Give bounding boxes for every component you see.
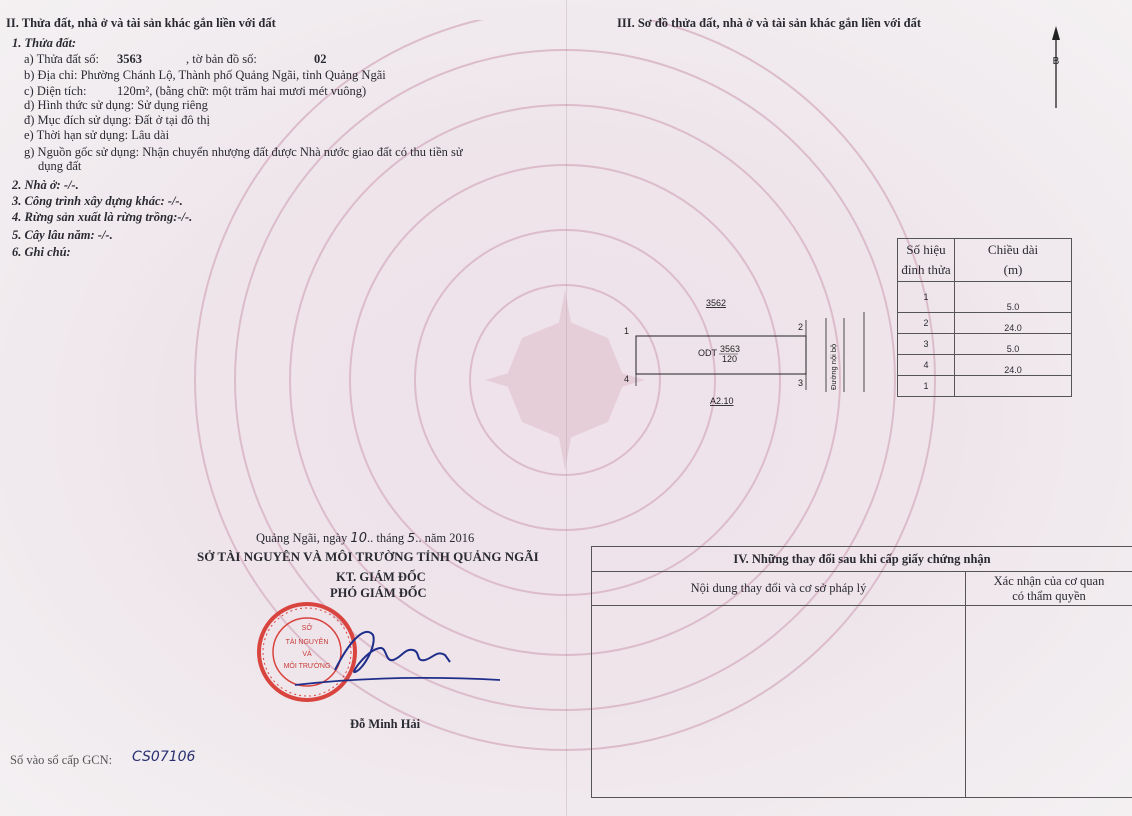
row-point: 1 xyxy=(898,282,955,313)
edge-length-table xyxy=(897,238,1072,397)
fold-line xyxy=(566,0,567,816)
area-label: c) Diện tích: xyxy=(24,84,87,98)
length-table-header-length: Chiều dài (m) xyxy=(955,239,1072,282)
vertex-4: 4 xyxy=(624,374,630,384)
row-point: 3 xyxy=(898,334,955,355)
signer-role-1: KT. GIÁM ĐỐC xyxy=(336,570,426,584)
table-row xyxy=(898,355,1072,376)
registry-label: Số vào sổ cấp GCN: xyxy=(10,753,113,767)
row-point: 1 xyxy=(898,376,955,397)
area-value: 120m², (bằng chữ: một trăm hai mươi mét vuông) xyxy=(117,84,367,98)
sign-day: 10 xyxy=(350,531,367,546)
section-iii-title: III. Sơ đồ thửa đất, nhà ở và tài sản khác gắn liền với đất xyxy=(617,16,922,30)
changes-col-content: Nội dung thay đổi và cơ sở pháp lý xyxy=(690,581,867,595)
house-line: 2. Nhà ở: -/-. xyxy=(12,178,79,192)
signer-role-2: PHÓ GIÁM ĐỐC xyxy=(330,586,427,600)
north-arrow-icon xyxy=(1046,24,1066,110)
usage-origin: g) Nguồn gốc sử dụng: Nhận chuyển nhượng đất được Nhà nước giao đất có thu tiền sử xyxy=(24,145,463,159)
neighbor-parcel-label: 3562 xyxy=(706,298,727,308)
forest-line: 4. Rừng sản xuất là rừng trồng:-/-. xyxy=(12,210,193,224)
parcel-number-label: a) Thửa đất số: xyxy=(24,52,99,66)
svg-text:TÀI NGUYÊN: TÀI NGUYÊN xyxy=(285,639,329,646)
map-sheet-value: 02 xyxy=(314,52,327,66)
parcel-map xyxy=(618,290,878,410)
parcel-number-value: 3563 xyxy=(117,52,142,66)
usage-term: e) Thời hạn sử dụng: Lâu dài xyxy=(24,128,170,142)
usage-purpose: đ) Mục đích sử dụng: Đất ở tại đô thị xyxy=(24,113,210,127)
row-point: 2 xyxy=(898,313,955,334)
row-length: 24.0 xyxy=(955,355,1072,376)
row-length: 5.0 xyxy=(955,334,1072,355)
vertex-3: 3 xyxy=(798,378,804,388)
changes-header-divider xyxy=(592,605,1132,606)
svg-text:B: B xyxy=(1052,56,1060,67)
section-ii-title: II. Thửa đất, nhà ở và tài sản khác gắn liền với đất xyxy=(6,16,276,30)
note-line: 6. Ghi chú: xyxy=(12,245,71,259)
sign-month: 5 xyxy=(407,530,416,545)
parcel-map-area: 120 xyxy=(722,354,738,364)
vertex-1: 1 xyxy=(624,326,630,336)
signer-name: Đỗ Minh Hải xyxy=(350,717,421,731)
address-line: b) Địa chỉ: Phường Chánh Lộ, Thành phố Quảng Ngãi, tỉnh Quảng Ngãi xyxy=(24,68,386,82)
road-label: Đường nội bộ xyxy=(829,343,838,390)
construction-line: 3. Công trình xây dựng khác: -/-. xyxy=(12,194,183,208)
table-row xyxy=(898,313,1072,334)
svg-text:SỞ: SỞ xyxy=(301,625,313,632)
length-table-header-point: Số hiệu đỉnh thửa xyxy=(898,239,955,282)
perennial-line: 5. Cây lâu năm: -/-. xyxy=(12,228,113,242)
parcel-heading: 1. Thửa đất: xyxy=(12,36,77,50)
parcel-map-number: 3563 xyxy=(720,344,741,354)
parcel-code: ODT xyxy=(698,348,717,358)
changes-table xyxy=(591,546,1132,798)
agency-name: SỞ TÀI NGUYÊN VÀ MÔI TRƯỜNG TỈNH QUẢNG NGÃI xyxy=(197,549,539,564)
table-row xyxy=(898,376,1072,397)
vertex-2: 2 xyxy=(798,322,804,332)
south-parcel-label: A2.10 xyxy=(710,396,734,406)
registry-value: CS07106 xyxy=(132,749,196,765)
svg-text:MÔI TRƯỜNG: MÔI TRƯỜNG xyxy=(283,663,331,670)
svg-text:VÀ: VÀ xyxy=(302,651,312,658)
table-row xyxy=(898,282,1072,313)
map-sheet-label: , tờ bản đồ số: xyxy=(186,52,257,66)
usage-origin-cont: dụng đất xyxy=(38,159,82,173)
changes-title: IV. Những thay đổi sau khi cấp giấy chứng nhận xyxy=(592,547,1132,572)
row-point: 4 xyxy=(898,355,955,376)
row-length: 24.0 xyxy=(955,313,1072,334)
sign-place-date: Quảng Ngãi, ngày 10.. tháng 5.. năm 2016 xyxy=(256,530,475,546)
changes-col-confirm: Xác nhận của cơ quan có thẩm quyền xyxy=(993,574,1105,603)
row-length xyxy=(955,376,1072,397)
official-seal-and-signature xyxy=(255,600,505,710)
table-row xyxy=(898,334,1072,355)
usage-form: d) Hình thức sử dụng: Sử dụng riêng xyxy=(24,98,208,112)
row-length: 5.0 xyxy=(955,282,1072,313)
